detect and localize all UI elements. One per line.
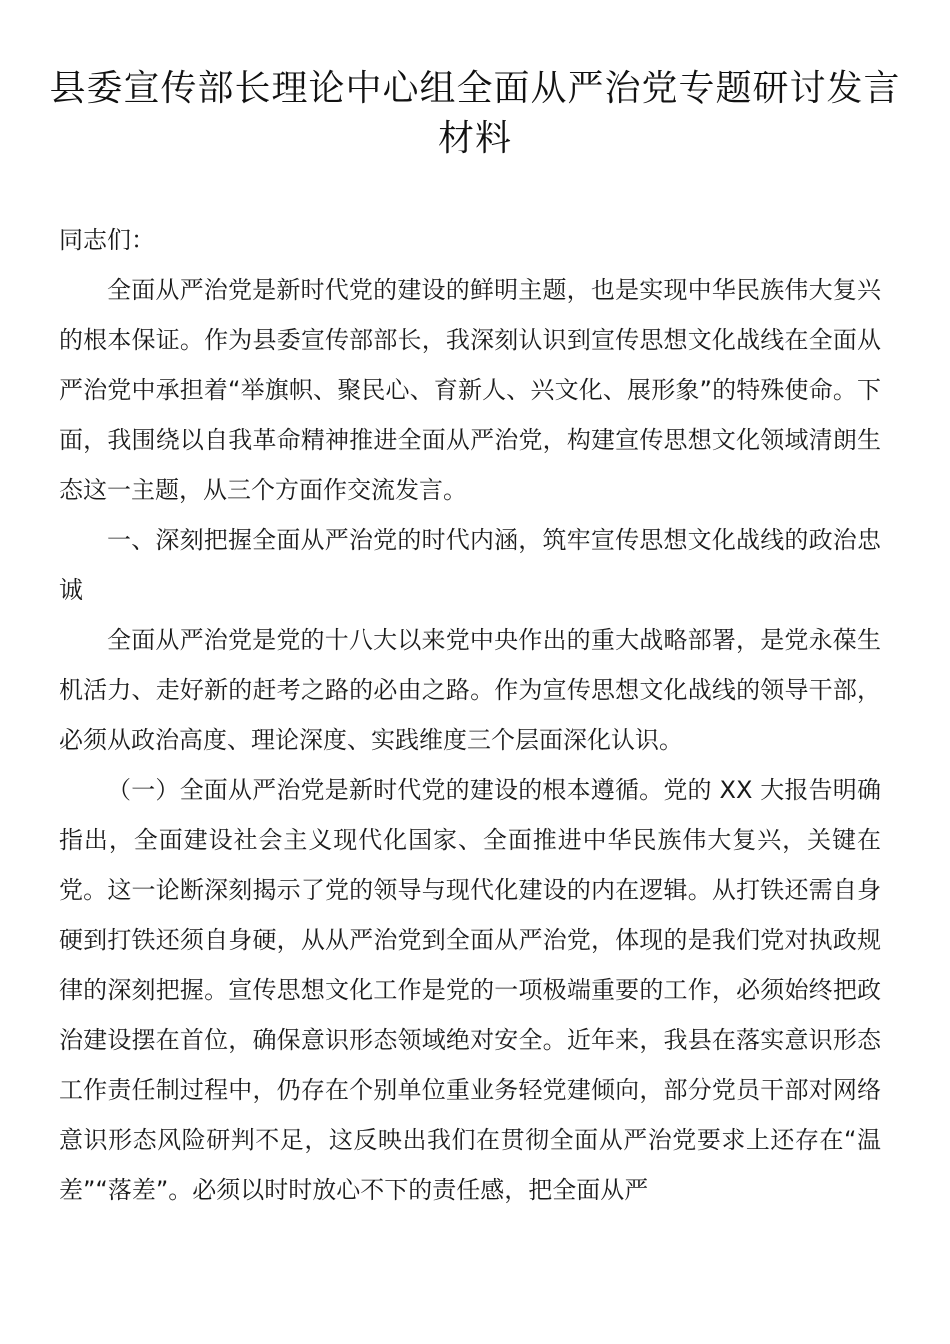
section-heading-1: 一、深刻把握全面从严治党的时代内涵，筑牢宣传思想文化战线的政治忠诚: [59, 526, 881, 604]
paragraph-section-1: 全面从严治党是党的十八大以来党中央作出的重大战略部署，是党永葆生机活力、走好新的赶考之路的必由之路。作为宣传思想文化战线的领导干部，必须从政治高度、理论深度、实践维度三个层面深化认识。: [59, 626, 881, 754]
paragraph-intro: 全面从严治党是新时代党的建设的鲜明主题，也是实现中华民族伟大复兴的根本保证。作为县委宣传部部长，我深刻认识到宣传思想文化战线在全面从严治党中承担着“举旗帜、聚民心、育新人、兴文化、展形象”的特殊使命。下面，我围绕以自我革命精神推进全面从严治党，构建宣传思想文化领域清朗生态这一主题，从三个方面作交流发言。: [59, 276, 881, 504]
document-title: 县委宣传部长理论中心组全面从严治党专题研讨发言材料: [49, 68, 901, 159]
paragraph-subsection-1: （一）全面从严治党是新时代党的建设的根本遵循。党的 XX 大报告明确指出，全面建设社会主义现代化国家、全面推进中华民族伟大复兴，关键在党。这一论断深刻揭示了党的领导与现代化建设的内在逻辑。从打铁还需自身硬到打铁还须自身硬，从从严治党到全面从严治党，体现的是我们党对执政规律的深刻把握。宣传思想文化工作是党的一项极端重要的工作，必须始终把政治建设摆在首位，确保意识形态领域绝对安全。近年来，我县在落实意识形态工作责任制过程中，仍存在个别单位重业务轻党建倾向，部分党员干部对网络意识形态风险研判不足，这反映出我们在贯彻全面从严治党要求上还存在“温差”“落差”。必须以时时放心不下的责任感，把全面从严: [59, 776, 881, 1204]
salutation: 同志们：: [59, 226, 155, 254]
document-body: [59, 215, 881, 1215]
